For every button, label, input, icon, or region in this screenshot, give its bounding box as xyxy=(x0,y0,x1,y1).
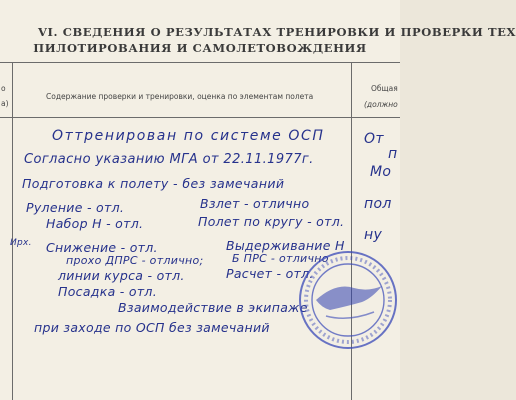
entry-course-line: линии курса - отл. xyxy=(58,268,185,283)
right-col-note-3: Мо xyxy=(370,164,392,180)
content-column-header: Содержание проверки и тренировки, оценка по элементам полета xyxy=(46,92,314,101)
table-header-rule xyxy=(0,117,400,118)
left-column-header-top: о xyxy=(1,84,6,93)
entry-taxi: Руление - отл. xyxy=(26,200,125,215)
section-title-line1: VI. СВЕДЕНИЯ О РЕЗУЛЬТАТАХ ТРЕНИРОВКИ И ПРОВЕРКИ ТЕХ xyxy=(38,25,516,39)
entry-descent: Снижение - отл. xyxy=(46,240,158,255)
right-col-note-5: ну xyxy=(364,227,383,243)
entry-climb: Набор Н - отл. xyxy=(46,216,144,231)
entry-bprs: Б ПРС - отлично xyxy=(232,252,329,265)
entry-dprs-pass: прохо ДПРС - отлично; xyxy=(66,254,204,267)
right-column-header-2: (должно xyxy=(364,100,398,109)
official-stamp xyxy=(296,248,400,352)
section-title-line2: ПИЛОТИРОВАНИЯ И САМОЛЕТОВОЖДЕНИЯ xyxy=(33,41,367,55)
entry-takeoff: Взлет - отлично xyxy=(200,196,310,211)
right-column-header-1: Общая xyxy=(371,84,398,93)
right-col-note-4: пол xyxy=(364,196,392,212)
entry-mga-order: Согласно указанию МГА от 22.11.1977г. xyxy=(24,152,314,167)
right-col-note-2: п xyxy=(388,146,398,162)
left-column-divider xyxy=(12,62,13,400)
entry-crew-interaction: Взаимодействие в экипаже xyxy=(118,300,308,315)
entry-calculation: Расчет - отл. xyxy=(226,266,314,281)
entry-approach-osp: при заходе по ОСП без замечаний xyxy=(34,320,270,335)
right-col-note-1: От xyxy=(364,131,384,147)
entry-altitude-hold: Выдерживание Н xyxy=(226,238,345,253)
entry-circuit: Полет по кругу - отл. xyxy=(198,214,345,229)
table-top-rule xyxy=(0,62,400,63)
entry-landing: Посадка - отл. xyxy=(58,284,157,299)
entry-margin-note: Ирх. xyxy=(10,238,32,248)
entry-trained-osp: Оттренирован по системе ОСП xyxy=(52,128,325,144)
left-column-header-bottom: а) xyxy=(1,99,9,108)
entry-preflight: Подготовка к полету - без замечаний xyxy=(22,176,285,191)
